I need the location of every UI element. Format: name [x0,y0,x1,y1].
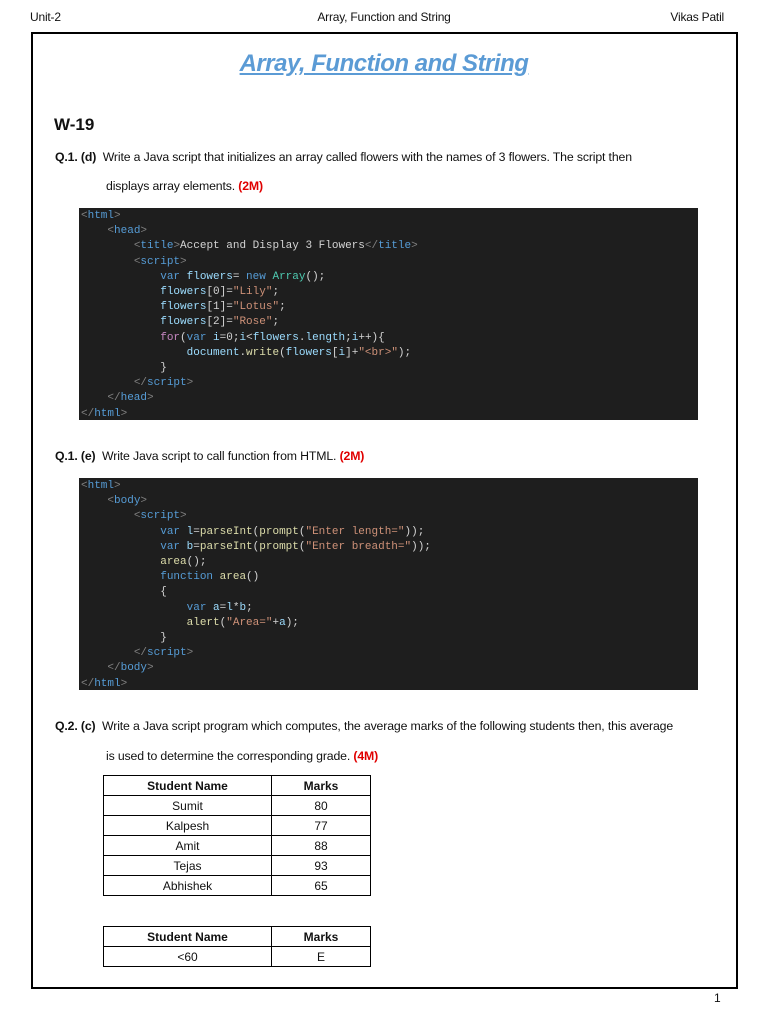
code-token [81,332,160,344]
header-title: Array, Function and String [317,10,451,24]
code-token: html [94,677,121,690]
code-token [81,495,107,507]
code-token: l [180,525,194,538]
code-line [81,677,696,692]
code-line [81,224,696,239]
code-token: = [219,601,227,614]
code-token: < [133,240,141,253]
code-token [81,240,134,252]
question-text: Write a Java script program which computes, the average marks of the following students then, this average [102,719,674,733]
code-token: Accept and Display 3 Flowers [180,240,365,253]
table-cell: E [272,947,371,967]
code-token: html [87,210,115,222]
code-token: [0]= [206,286,233,299]
table-row [104,856,371,876]
code-token: flowers [160,316,207,329]
table-header-row [104,776,371,796]
code-token: </ [81,407,95,420]
code-line [81,509,696,524]
code-token: =0; [219,331,240,344]
column-header: Student Name [104,776,272,796]
table-cell: Kalpesh [104,816,272,836]
code-line [81,209,696,224]
code-line [81,525,696,540]
code-token: length [305,331,346,344]
question-q1d-cont [106,179,263,193]
marks-badge: (2M) [238,179,263,193]
code-token: function [160,571,214,584]
code-token: title [378,240,412,253]
code-token: area [219,571,247,584]
code-token: flowers [252,331,299,344]
code-token: < [107,495,115,508]
code-token: (); [186,556,207,569]
code-token: = [232,270,247,283]
header-author: Vikas Patil [670,10,724,24]
code-token: { [81,586,167,599]
code-token: html [94,407,121,420]
code-line [81,585,696,600]
code-line [81,616,696,631]
code-token: < [81,210,88,222]
code-block-area [79,478,698,690]
table-row [104,836,371,856]
table-cell: 65 [272,876,371,896]
table-row [104,796,371,816]
code-token: script [140,510,181,523]
code-token: a [206,601,220,614]
code-token: write [246,346,280,359]
page-title: Array, Function and String [239,50,529,77]
code-token: body [114,495,141,508]
code-token [81,316,160,328]
code-token [213,571,220,583]
question-number: Q.1. (d) [55,150,97,164]
code-line [81,315,696,330]
code-token: ( [298,525,306,538]
code-token: l [226,601,233,614]
code-token: script [147,647,187,660]
marks-badge: (2M) [339,449,365,463]
marks-badge: (4M) [353,749,379,763]
code-token: flowers [285,346,332,359]
code-token: "Rose" [232,316,273,329]
code-line [81,270,696,285]
code-token: flowers [180,270,233,283]
code-token: var [186,601,207,614]
code-token: ; [272,316,280,329]
code-token: script [140,255,181,268]
code-token: < [81,480,88,492]
code-line [81,555,696,570]
code-line [81,239,696,254]
question-q2c-cont [106,749,378,763]
code-token [81,225,107,237]
column-header: Student Name [104,927,272,947]
code-token: prompt [259,540,299,553]
code-token: ; [272,286,280,299]
code-token [81,526,160,538]
code-token [81,392,107,404]
code-token: flowers [160,301,207,314]
code-token: > [180,255,187,268]
code-token: )); [411,540,431,553]
code-token: prompt [259,525,299,538]
code-token: < [133,255,141,268]
code-line [81,540,696,555]
code-token: . [239,346,247,359]
code-token: ); [397,346,412,359]
code-token: "<br>" [358,346,398,359]
marks-table [103,775,371,896]
code-token: ( [219,616,227,629]
code-token: var [160,270,181,283]
code-token: i [351,331,359,344]
table-cell: 77 [272,816,371,836]
code-token: )); [404,525,425,538]
code-token: b [239,601,247,614]
code-token: > [186,647,194,660]
code-token: < [246,331,253,344]
code-token: + [272,616,280,629]
code-token: } [81,632,167,645]
code-token: < [133,510,141,523]
table-row [104,816,371,836]
code-token: new [246,270,266,283]
code-token: ( [180,331,187,344]
code-token: . [298,331,306,344]
code-token: > [147,662,154,675]
question-q2c [55,719,673,733]
section-heading: W-19 [54,115,95,134]
code-token: </ [107,662,121,675]
code-line [81,631,696,646]
code-line [81,346,696,361]
code-token: "Area=" [226,616,273,629]
table-cell: 88 [272,836,371,856]
code-line [81,407,696,422]
table-row [104,876,371,896]
code-token: > [140,225,148,238]
question-q1e [55,449,364,463]
code-token: [2]= [206,316,233,329]
grade-table [103,926,371,967]
table-row [104,947,371,967]
code-line [81,646,696,661]
code-token: i [338,346,346,359]
code-token [81,602,187,614]
question-number: Q.2. (c) [55,719,96,733]
code-token: = [193,525,200,538]
code-token: var [186,331,207,344]
code-token: ]+ [345,346,359,359]
code-token [81,271,160,283]
question-text: displays array elements. [106,179,235,193]
code-token: ; [345,331,352,344]
code-token: "Enter breadth=" [305,540,412,553]
table-cell: Sumit [104,796,272,816]
code-token [81,662,107,674]
code-token: > [120,407,128,420]
column-header: Marks [272,927,371,947]
code-line [81,331,696,346]
code-token: body [120,662,148,675]
code-token: </ [107,392,121,405]
code-line [81,285,696,300]
code-token: ( [252,525,260,538]
table-cell: Abhishek [104,876,272,896]
code-token: < [107,225,115,238]
code-token: [1]= [206,301,233,314]
code-token: head [114,225,141,238]
code-token: b [180,540,194,553]
code-token [81,617,187,629]
code-token: * [232,601,240,614]
code-token: </ [133,647,148,660]
table-cell: Tejas [104,856,272,876]
code-block-flowers [79,208,698,420]
code-line [81,601,696,616]
code-token: Array [272,270,306,283]
code-token [81,286,160,298]
code-token [81,556,160,568]
question-text: Write a Java script that initializes an array called flowers with the names of 3 flowers. The script then [102,150,632,164]
code-line [81,361,696,376]
code-token [81,647,134,659]
code-token: </ [133,377,148,390]
table-cell: <60 [104,947,272,967]
code-token: "Lotus" [232,301,280,314]
question-q1d [55,150,632,164]
code-token: ; [279,301,286,314]
code-token [81,510,134,522]
question-text: is used to determine the corresponding grade. [106,749,351,763]
code-token: > [147,392,154,405]
code-token: "Lily" [232,286,273,299]
code-token: () [246,571,260,584]
code-token [81,256,134,268]
code-line [81,255,696,270]
code-token: head [120,392,148,405]
question-number: Q.1. (e) [55,449,96,463]
code-token: > [180,510,187,523]
code-token: > [186,377,194,390]
code-token [81,377,134,389]
header-unit: Unit-2 [30,10,61,24]
code-token [81,347,187,359]
code-token: ; [246,601,253,614]
code-token: [ [331,346,339,359]
code-line [81,661,696,676]
code-token: > [114,210,121,222]
code-line [81,391,696,406]
code-token: script [147,377,187,390]
code-token: > [140,495,148,508]
code-token: (); [305,270,326,283]
code-line [81,300,696,315]
code-token: parseInt [199,540,253,553]
code-token: for [160,331,181,344]
code-token: parseInt [199,525,253,538]
code-token: = [193,540,200,553]
code-token: document [186,346,240,359]
code-token: > [173,240,181,253]
code-token: i [206,331,220,344]
page-number: 1 [714,991,721,1005]
code-token: i [239,331,247,344]
code-token: alert [186,616,220,629]
code-line [81,494,696,509]
code-token: area [160,556,187,569]
question-text: Write Java script to call function from HTML. [102,449,337,463]
code-line [81,570,696,585]
code-token: flowers [160,286,207,299]
table-cell: 93 [272,856,371,876]
code-token: } [81,362,167,375]
code-token: ); [285,616,299,629]
code-token: ++){ [358,331,385,344]
code-token: html [87,480,115,492]
table-cell: 80 [272,796,371,816]
code-token: ( [279,346,286,359]
code-token: > [411,240,418,253]
code-token: > [114,480,121,492]
code-token: </ [81,677,95,690]
code-line [81,479,696,494]
column-header: Marks [272,776,371,796]
code-token: var [160,540,181,553]
code-token: ( [252,540,260,553]
code-line [81,376,696,391]
code-token: title [140,240,174,253]
table-header-row [104,927,371,947]
code-token: a [279,616,286,629]
table-cell: Amit [104,836,272,856]
code-token: ( [298,540,306,553]
code-token: > [120,677,128,690]
code-token [81,571,160,583]
code-token: </ [364,240,379,253]
code-token [81,301,160,313]
code-token [81,541,160,553]
code-token: "Enter length=" [305,525,405,538]
code-token: var [160,525,181,538]
